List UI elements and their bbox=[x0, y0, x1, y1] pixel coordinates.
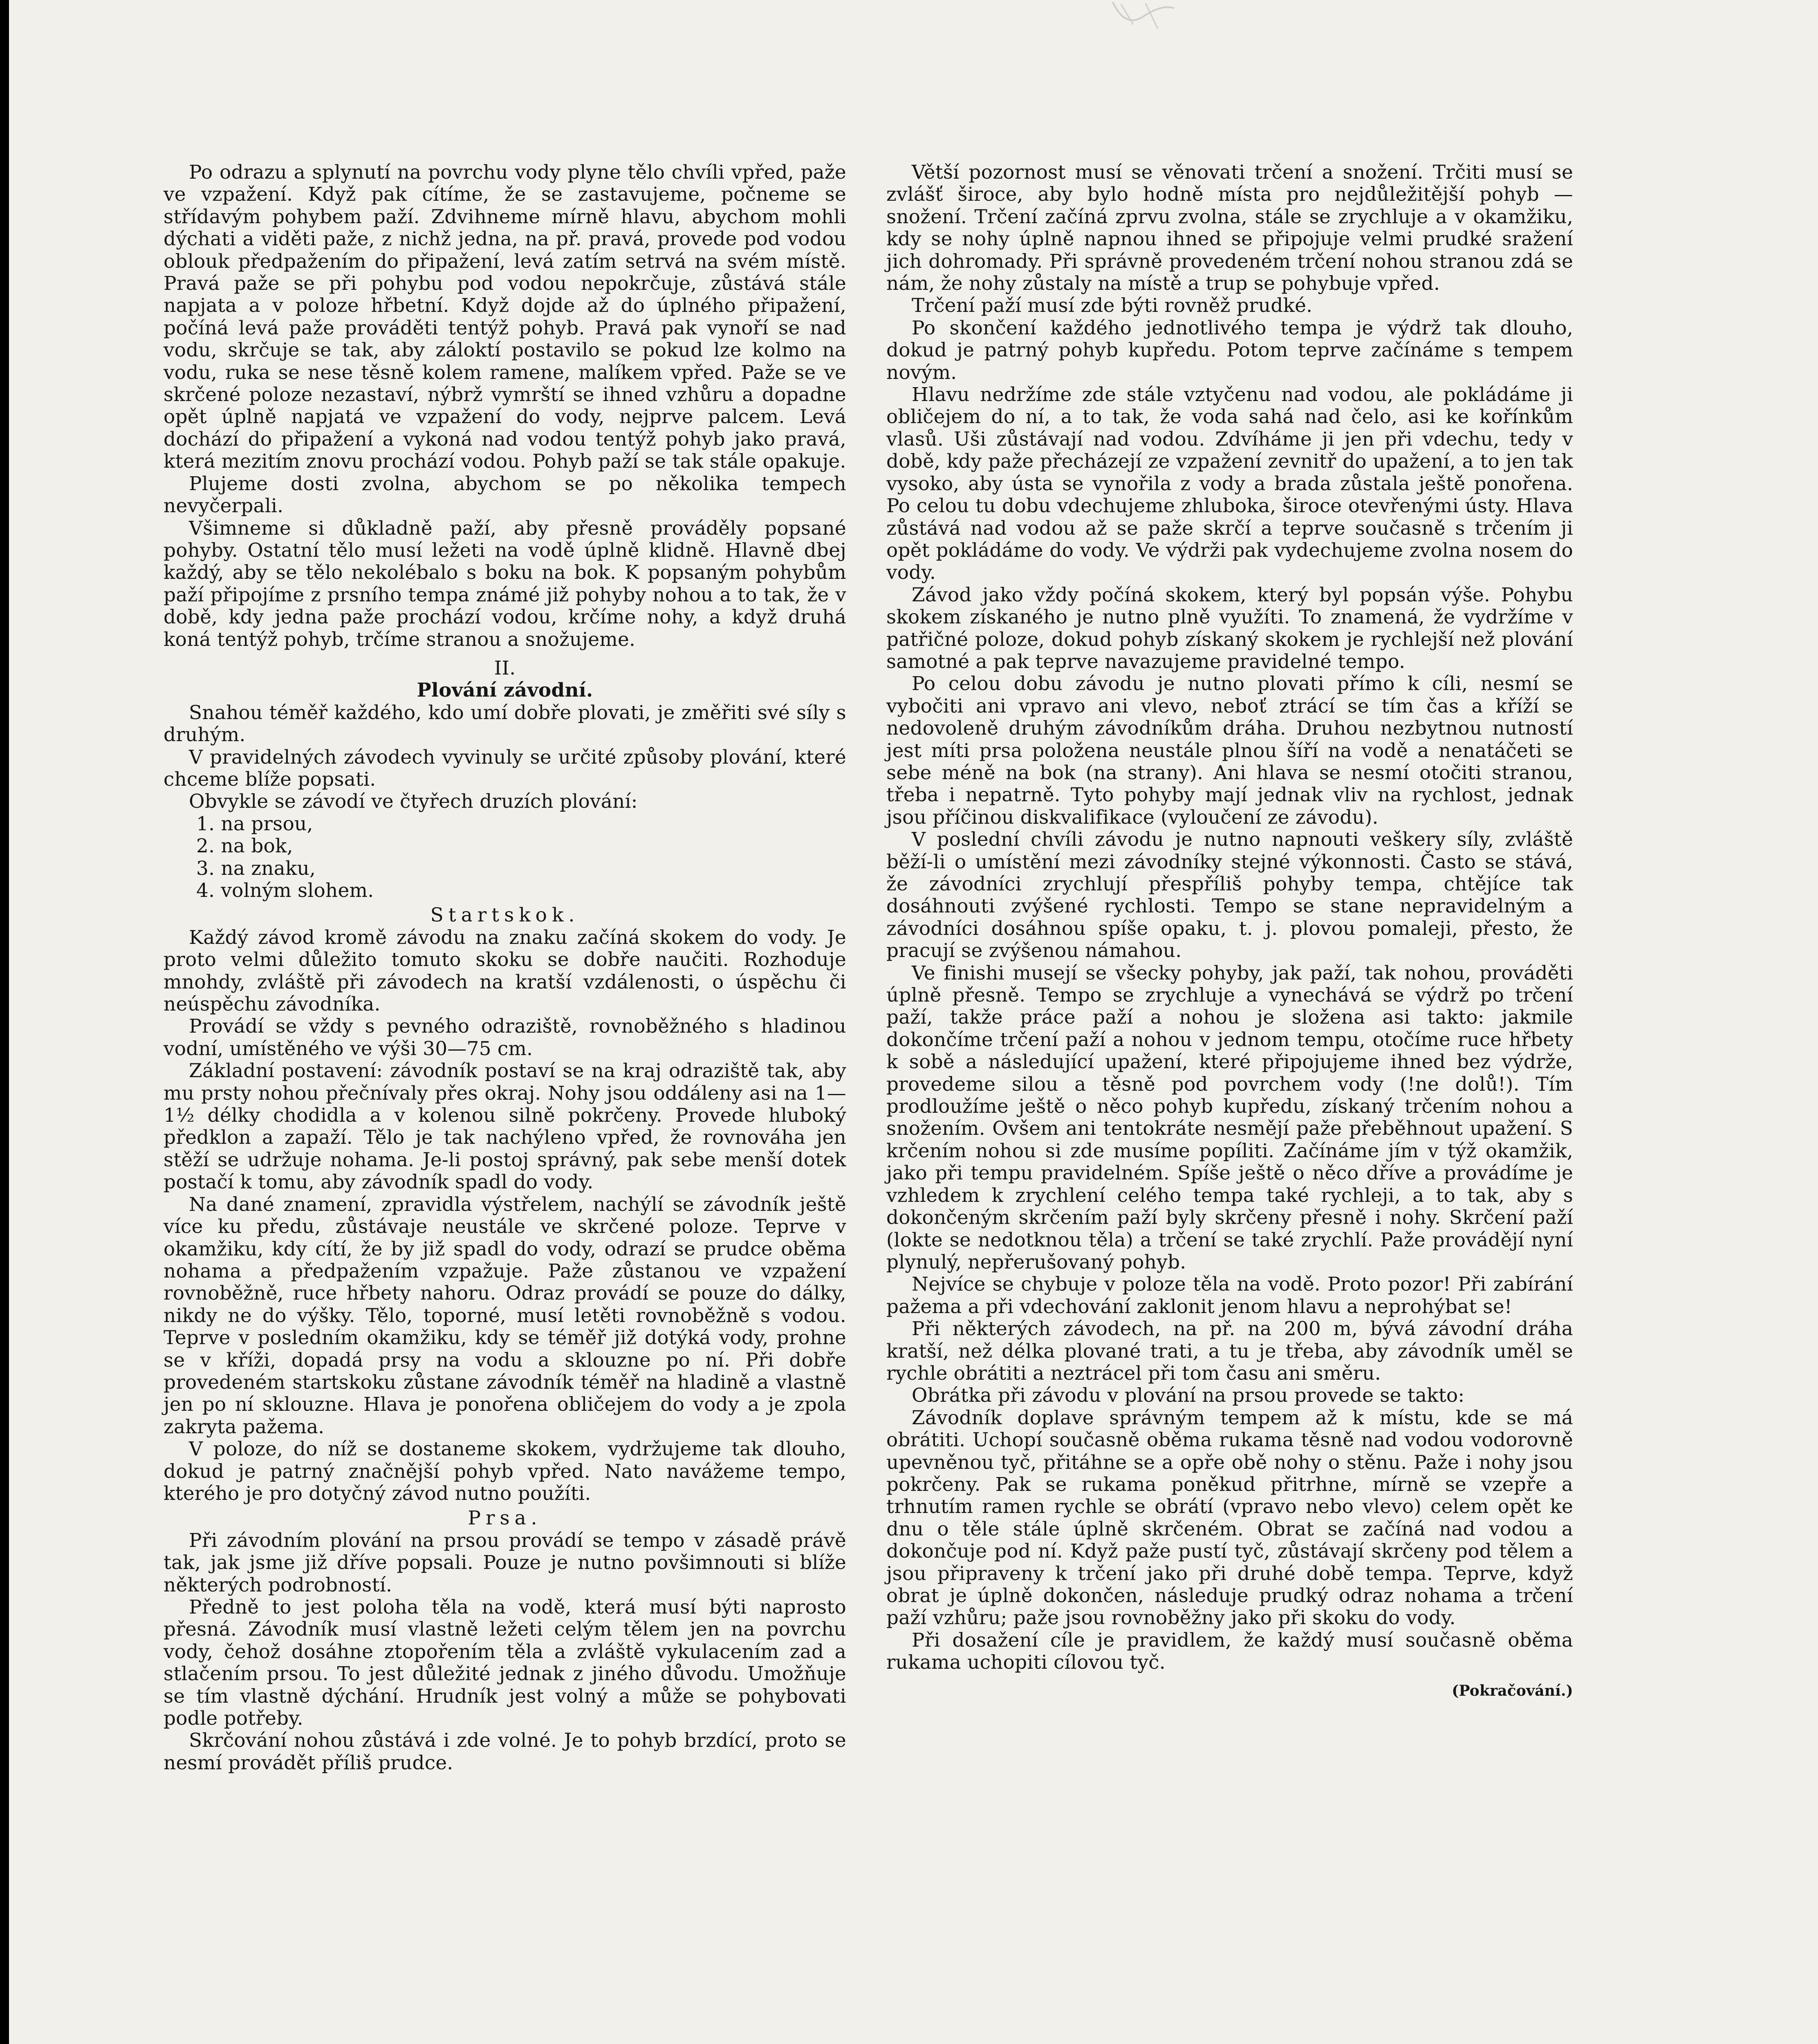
paragraph: Při dosažení cíle je pravidlem, že každý musí současně oběma rukama uchopiti cílovou tyč. bbox=[886, 1629, 1573, 1674]
paragraph: Po celou dobu závodu je nutno plovati přímo k cíli, nesmí se vybočiti ani vpravo ani vlevo, neboť ztrácí se tím čas a kříží se nedovoleně druhým závodníkům dráha. Druhou nezbytnou nutností jest míti prsa položena neustále plnou šíří na vodě a nenatáčeti se sebe méně na bok (na strany). Ani hlava se nesmí otočiti stranou, třeba i nepatrně. Tyto pohyby mají jednak vliv na rychlost, jednak jsou příčinou diskvalifikace (vyloučení ze závodu). bbox=[886, 672, 1573, 829]
paragraph: V poslední chvíli závodu je nutno napnouti veškery síly, zvláště běží-li o umístění mezi závodníky stejné výkonnosti. Často se stává, že závodníci zrychlují přespříliš pohyby tempa, chtějíce tak dosáhnouti zvýšené rychlosti. Tempo se stane nepravidelným a závodníci dosáhnou spíše opaku, t. j. plovou pomaleji, přesto, že pracují se zvýšenou námahou. bbox=[886, 828, 1573, 962]
list-item: 1. na prsou, bbox=[196, 812, 313, 835]
section-number: II. bbox=[494, 657, 516, 679]
paragraph: V poloze, do níž se dostaneme skokem, vydržujeme tak dlouho, dokud je patrný značnější pohyb vpřed. Nato navážeme tempo, kterého je pro dotyčný závod nutno použíti. bbox=[164, 1438, 846, 1505]
left-column bbox=[164, 161, 846, 1774]
paragraph: Plujeme dosti zvolna, abychom se po několika tempech nevyčerpali. bbox=[164, 472, 846, 518]
paragraph: Při závodním plování na prsou provádí se tempo v zásadě právě tak, jak jsme již dříve popsali. Pouze je nutno povšimnouti si blíže některých podrobností. bbox=[164, 1529, 846, 1596]
paragraph: Po odrazu a splynutí na povrchu vody plyne tělo chvíli vpřed, paže ve vzpažení. Když pak cítíme, že se zastavujeme, počneme se střídavým pohybem paží. Zdvihneme mírně hlavu, abychom mohli dýchati a viděti paže, z nichž jedna, na př. pravá, provede pod vodou oblouk předpažením do připažení, levá zatím setrvá na svém místě. Pravá paže se při pohybu pod vodou nepokrčuje, zůstává stále napjata a v poloze hřbetní. Když dojde až do úplného připažení, počíná levá paže prováděti tentýž pohyb. Pravá pak vynoří se nad vodu, skrčuje se tak, aby záloktí postavilo se pokud lze kolmo na vodu, ruka se nese těsně kolem ramene, malíkem vpřed. Paže se ve skrčené poloze nezastaví, nýbrž vymrští se ihned vzhůru a dopadne opět úplně napjatá ve vzpažení do vody, nejprve palcem. Levá dochází do připažení a vykoná nad vodou tentýž pohyb jako pravá, která mezitím znovu prochází vodou. Pohyb paží se tak stále opakuje. bbox=[164, 161, 846, 473]
paragraph: Obrátka při závodu v plování na prsou provede se takto: bbox=[912, 1384, 1465, 1407]
paragraph: Na dané znamení, zpravidla výstřelem, nachýlí se závodník ještě více ku předu, zůstávaje neustále ve skrčené poloze. Teprve v okamžiku, kdy cítí, že by již spadl do vody, odrazí se prudce oběma nohama a předpažením vzpažuje. Paže zůstanou ve vzpažení rovnoběžně, ruce hřbety nahoru. Odraz provádí se pouze do dálky, nikdy ne do výšky. Tělo, toporné, musí letěti rovnoběžně s vodou. Teprve v posledním okamžiku, kdy se téměř již dotýká vody, prohne se v kříži, dopadá prsy na vodu a sklouzne po ní. Při dobře provedeném startskoku zůstane závodník téměř na hladině a vlastně jen po ní sklouzne. Hlava je ponořena obličejem do vody a je zpola zakryta pažema. bbox=[164, 1193, 846, 1438]
list-item: 4. volným slohem. bbox=[196, 879, 374, 902]
page bbox=[9, 0, 1818, 2044]
subheading-prsa: Prsa. bbox=[468, 1507, 542, 1530]
paragraph: Trčení paží musí zde býti rovněž prudké. bbox=[912, 294, 1313, 317]
stamp-mark-icon bbox=[1109, 0, 1178, 37]
paragraph: Větší pozornost musí se věnovati trčení a snožení. Trčiti musí se zvlášť široce, aby bylo hodně místa pro nejdůležitější pohyb — snožení. Trčení začíná zprvu zvolna, stále se zrychluje a v okamžiku, kdy se nohy úplně napnou ihned se připojuje velmi prudké sražení jich dohromady. Při správně provedeném trčení nohou stranou zdá se nám, že nohy zůstaly na místě a trup se pohybuje vpřed. bbox=[886, 161, 1573, 295]
paragraph: Závodník doplave správným tempem až k místu, kde se má obrátiti. Uchopí současně oběma rukama těsně nad vodou vodorovně upevněnou tyč, přitáhne se a opře obě nohy o stěnu. Paže i nohy jsou pokrčeny. Pak se rukama poněkud přitrhne, mírně se vzepře a trhnutím ramen rychle se obrátí (vpravo nebo vlevo) celem opět ke dnu o těle stále úplně skrčeném. Obrat se začíná nad vodou a dokončuje pod ní. Když paže pustí tyč, zůstávají skrčeny pod tělem a jsou připraveny k trčení jako při druhé době tempa. Teprve, když obrat je úplně dokončen, následuje prudký odraz nohama a trčení paží vzhůru; paže jsou rovnoběžny jako při skoku do vody. bbox=[886, 1406, 1573, 1629]
section-title: Plování závodní. bbox=[417, 679, 593, 702]
paragraph: Nejvíce se chybuje v poloze těla na vodě. Proto pozor! Při zabírání pažema a při vdechování zaklonit jenom hlavu a neprohýbat se! bbox=[886, 1273, 1573, 1318]
paragraph: Předně to jest poloha těla na vodě, která musí býti naprosto přesná. Závodník musí vlastně ležeti celým tělem jen na povrchu vody, čehož dosáhne ztopořením těla a zvláště vykulacením zad a stlačením prsou. To jest důležité jednak z jiného důvodu. Umožňuje se tím vlastně dýchání. Hrudník jest volný a může se pohybovati podle potřeby. bbox=[164, 1596, 846, 1730]
paragraph: V pravidelných závodech vyvinuly se určité způsoby plování, které chceme blíže popsati. bbox=[164, 746, 846, 791]
list-item: 2. na bok, bbox=[196, 835, 293, 858]
paragraph: Hlavu nedržíme zde stále vztyčenu nad vodou, ale pokládáme ji obličejem do ní, a to tak, že voda sahá nad čelo, asi ke kořínkům vlasů. Uši zůstávají nad vodou. Zdvíháme ji jen při vdechu, tedy v době, kdy paže přecházejí ze vzpažení zevnitř do upažení, a to jen tak vysoko, aby ústa se vynořila z vody a brada zůstala ještě ponořena. Po celou tu dobu vdechujeme zhluboka, široce otevřenými ústy. Hlava zůstává nad vodou až se paže skrčí a teprve současně s trčením ji opět pokládáme do vody. Ve výdrži pak vydechujeme zvolna nosem do vody. bbox=[886, 383, 1573, 584]
continued-note: (Pokračování.) bbox=[1452, 1682, 1573, 1699]
list-item: 3. na znaku, bbox=[196, 857, 316, 880]
paragraph: Závod jako vždy počíná skokem, který byl popsán výše. Pohybu skokem získaného je nutno plně využíti. To znamená, že vydržíme v patřičné poloze, dokud pohyb získaný skokem je rychlejší než plování samotné a pak teprve navazujeme pravidelné tempo. bbox=[886, 583, 1573, 673]
paragraph: Každý závod kromě závodu na znaku začíná skokem do vody. Je proto velmi důležito tomuto skoku se dobře naučiti. Rozhoduje mnohdy, zvláště při závodech na kratší vzdálenosti, o úspěchu či neúspěchu závodníka. bbox=[164, 926, 846, 1016]
paragraph: Ve finishi musejí se všecky pohyby, jak paží, tak nohou, prováděti úplně přesně. Tempo se zrychluje a vynechává se výdrž po trčení paží, takže práce paží a nohou je složena asi takto: jakmile dokončíme trčení paží a nohou v jednom tempu, otočíme ruce hřbety k sobě a následující upažení, které připojujeme ihned bez výdrže, provedeme silou a těsně pod povrchem vody (!ne dolů!). Tím prodloužíme ještě o něco pohyb kupředu, získaný trčením nohou a snožením. Ovšem ani tentokráte nesmějí paže přeběhnout upažení. S krčením nohou si zde musíme popíliti. Začínáme jím v týž okamžik, jako při tempu pravidelném. Spíše ještě o něco dříve a provádíme je vzhledem k zrychlení celého tempa také rychleji, a to tak, aby s dokončeným skrčením paží byly skrčeny přesně i nohy. Skrčení paží (lokte se nedotknou těla) a trčení se také zrychlí. Paže provádějí nyní plynulý, nepřerušovaný pohyb. bbox=[886, 961, 1573, 1273]
paragraph: Provádí se vždy s pevného odraziště, rovnoběžného s hladinou vodní, umístěného ve výši 30—75 cm. bbox=[164, 1015, 846, 1060]
paragraph: Při některých závodech, na př. na 200 m, bývá závodní dráha kratší, než délka plované trati, a tu je třeba, aby závodník uměl se rychle obrátiti a neztrácel při tom času ani směru. bbox=[886, 1318, 1573, 1385]
paragraph: Skrčování nohou zůstává i zde volné. Je to pohyb brzdící, proto se nesmí provádět příliš prudce. bbox=[164, 1729, 846, 1774]
right-column bbox=[886, 161, 1573, 1702]
paragraph: Základní postavení: závodník postaví se na kraj odraziště tak, aby mu prsty nohou přečnívaly přes okraj. Nohy jsou oddáleny asi na 1—1½ délky chodidla a v kolenou silně pokrčeny. Provede hluboký předklon a zapaží. Tělo je tak nachýleno vpřed, že rovnováha jen stěží se udržuje nohama. Je-li postoj správný, pak sebe menší dotek postačí k tomu, aby závodník spadl do vody. bbox=[164, 1060, 846, 1194]
subheading-startskok: Startskok. bbox=[430, 904, 580, 927]
paragraph: Snahou téměř každého, kdo umí dobře plovati, je změřiti své síly s druhým. bbox=[164, 701, 846, 746]
paragraph: Obvykle se závodí ve čtyřech druzích plování: bbox=[189, 790, 638, 813]
scan-border bbox=[0, 0, 9, 2044]
paragraph: Po skončení každého jednotlivého tempa je výdrž tak dlouho, dokud je patrný pohyb kupředu. Potom teprve začínáme s tempem novým. bbox=[886, 316, 1573, 384]
paragraph: Všimneme si důkladně paží, aby přesně prováděly popsané pohyby. Ostatní tělo musí ležeti na vodě úplně klidně. Hlavně dbej každý, aby se tělo nekolébalo s boku na bok. K popsaným pohybům paží připojíme z prsního tempa známé již pohyby nohou a to tak, že v době, kdy jedna paže prochází vodou, krčíme nohy, a když druhá koná tentýž pohyb, trčíme stranou a snožujeme. bbox=[164, 517, 846, 651]
